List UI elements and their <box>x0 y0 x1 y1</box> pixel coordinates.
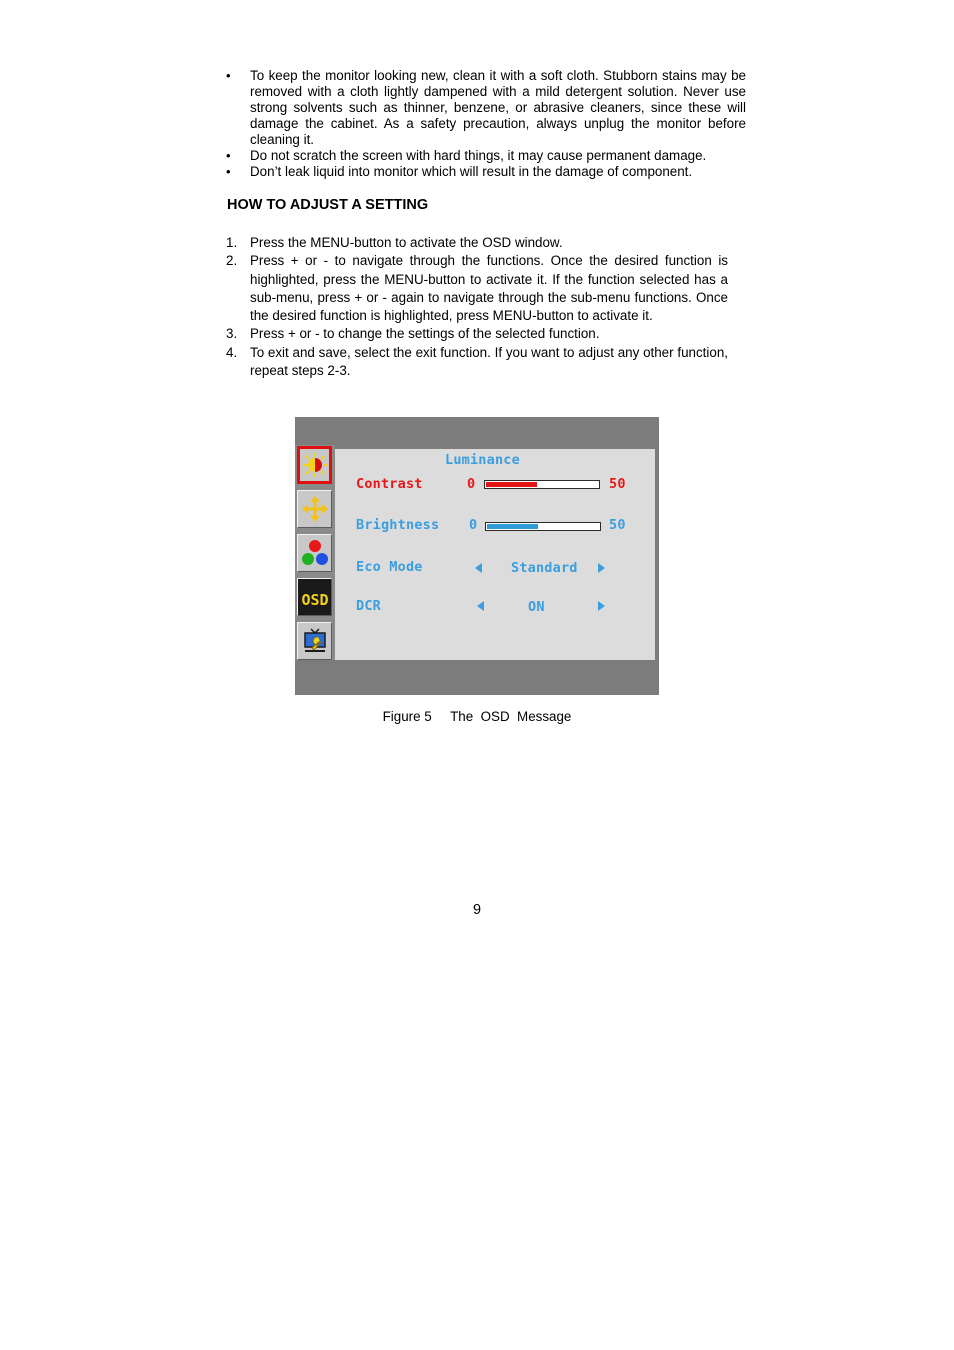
contrast-min: 0 <box>467 476 476 492</box>
list-item <box>226 234 728 252</box>
step-text: Press + or - to navigate through the functions. Once the desired function is highlighted, press the MENU-button to activate it. If the function selected has a sub-menu, press + or - again to navigate through the sub-menu functions. Once the desired function is highlighted, press MENU-button to activate it. <box>250 253 728 324</box>
list-item: • Do not scratch the screen with hard things, it may cause permanent damage. <box>226 148 746 164</box>
setup-icon[interactable] <box>297 622 332 660</box>
page-number: 9 <box>472 902 482 918</box>
list-item <box>226 344 728 381</box>
contrast-slider[interactable] <box>484 480 600 489</box>
step-text: Press the MENU-button to activate the OSD window. <box>250 235 563 250</box>
osd-panel <box>335 449 655 660</box>
osd-figure <box>295 417 659 695</box>
list-item <box>226 325 728 343</box>
list-item <box>226 252 728 325</box>
osd-title: Luminance <box>445 452 520 468</box>
contrast-label: Contrast <box>356 476 423 492</box>
dcr-right-arrow-icon[interactable] <box>598 601 605 611</box>
step-text: To exit and save, select the exit function. If you want to adjust any other function, repeat steps 2-3. <box>250 344 728 379</box>
list-item: • To keep the monitor looking new, clean it with a soft cloth. Stubborn stains may be removed with a cloth lightly dampened with a mild detergent solution. Never use strong solvents such as thinner, benzene, or abrasive cleaners, since these will damage the cabinet. As a safety precaution, always unplug the monitor before cleaning it. <box>226 68 746 148</box>
osd-bottom-bar <box>295 660 659 695</box>
step-text: Press + or - to change the settings of the selected function. <box>250 326 600 342</box>
section-heading: HOW TO ADJUST A SETTING <box>227 197 429 213</box>
brightness-fill <box>487 524 538 529</box>
luminance-icon[interactable] <box>297 446 332 484</box>
eco-mode-right-arrow-icon[interactable] <box>598 563 605 573</box>
brightness-max: 50 <box>609 517 626 533</box>
osd-icon[interactable] <box>297 578 332 616</box>
brightness-slider[interactable] <box>485 522 601 531</box>
eco-mode-left-arrow-icon[interactable] <box>475 563 482 573</box>
color-icon[interactable] <box>297 534 332 572</box>
brightness-min: 0 <box>469 517 478 533</box>
eco-mode-label: Eco Mode <box>356 559 423 575</box>
contrast-fill <box>486 482 537 487</box>
steps-list <box>226 234 728 380</box>
position-icon[interactable] <box>297 490 332 528</box>
step-number: 4. <box>226 344 238 360</box>
osd-sidebar <box>295 445 335 660</box>
list-item: • Don’t leak liquid into monitor which will result in the damage of component. <box>226 164 746 180</box>
step-number: 2. <box>226 253 238 269</box>
brightness-label: Brightness <box>356 517 440 533</box>
figure-caption: Figure 5 The OSD Message <box>382 709 572 724</box>
dcr-label: DCR <box>356 598 381 614</box>
step-number: 3. <box>226 326 238 342</box>
dcr-left-arrow-icon[interactable] <box>477 601 484 611</box>
eco-mode-value: Standard <box>511 560 578 576</box>
osd-icon-text: OSD <box>300 591 329 609</box>
step-number: 1. <box>226 235 238 250</box>
dcr-value: ON <box>528 599 545 615</box>
care-tips-list <box>226 68 746 180</box>
contrast-max: 50 <box>609 476 626 492</box>
